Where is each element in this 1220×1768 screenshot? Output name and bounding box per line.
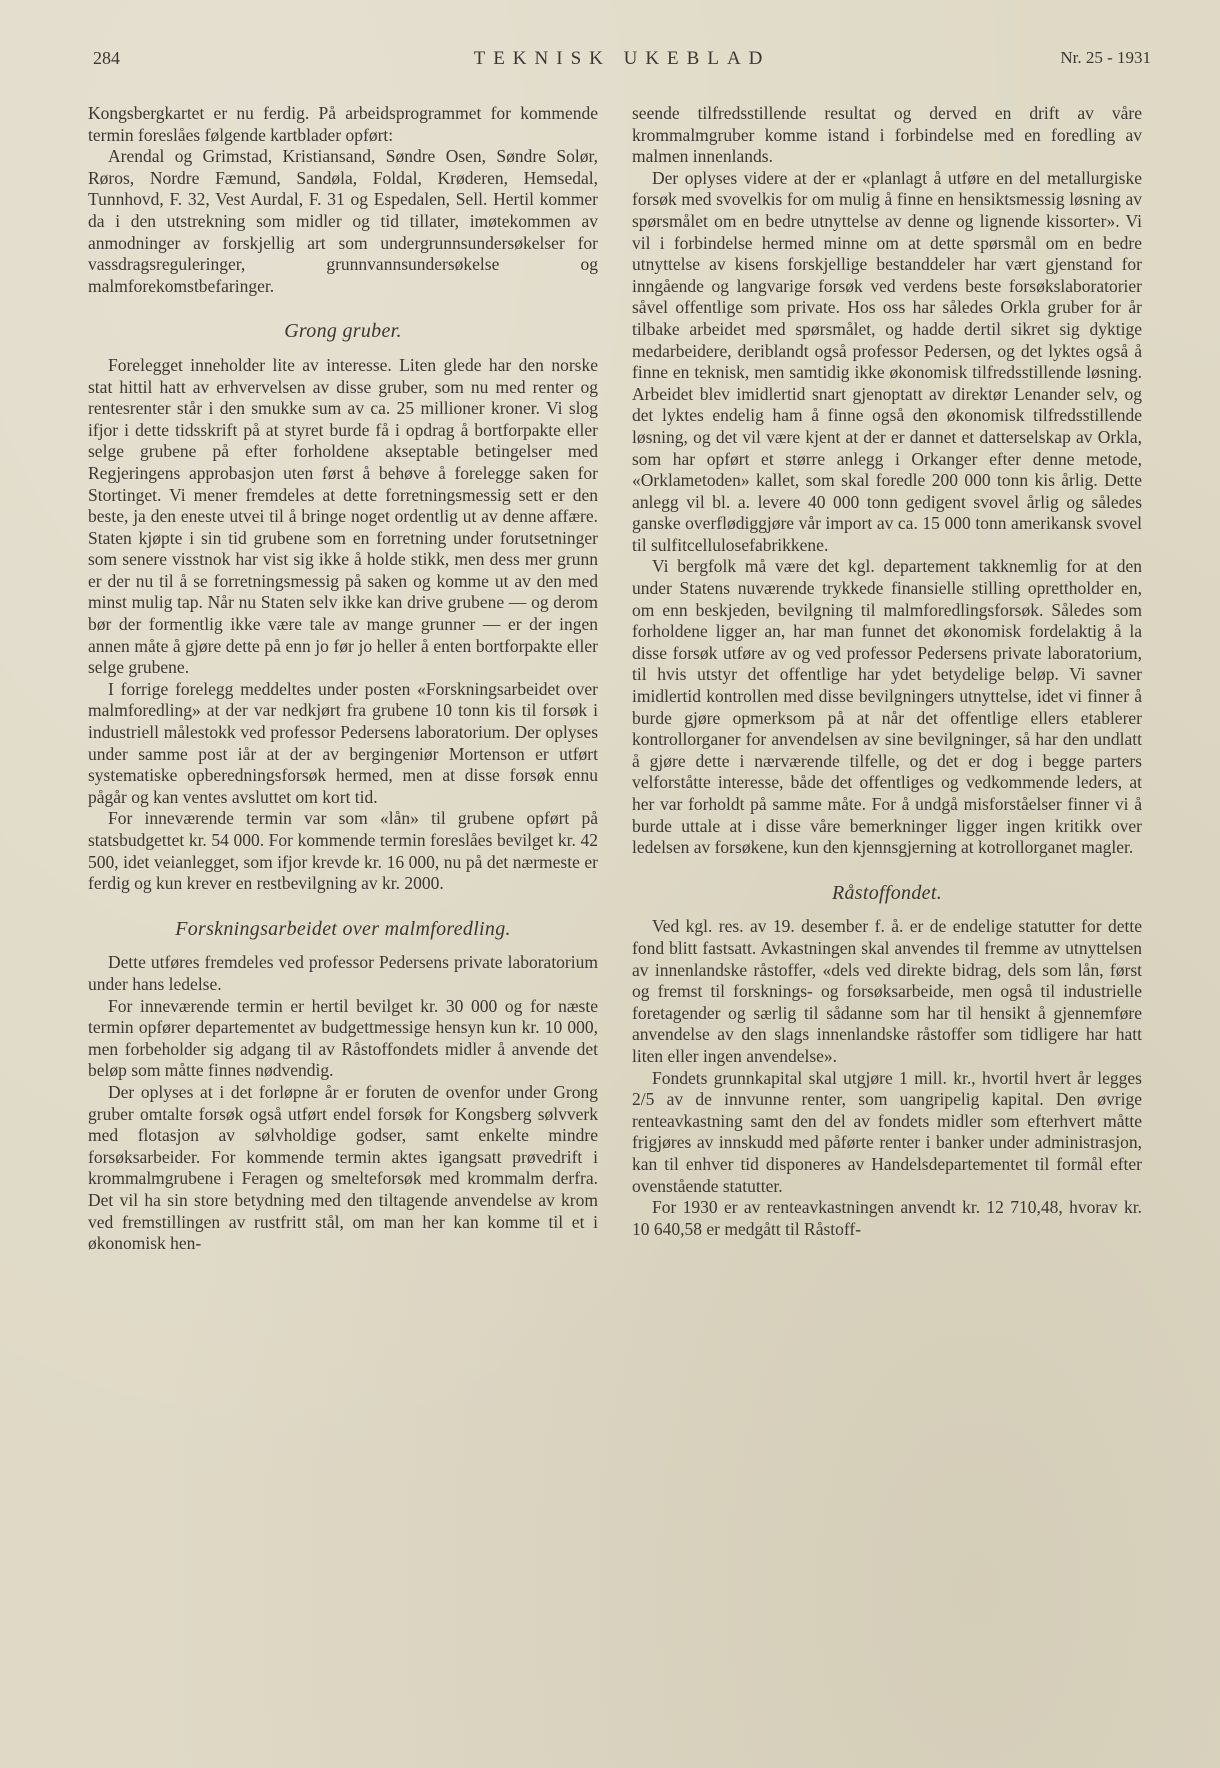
paragraph: Dette utføres fremdeles ved professor Pedersens private laboratorium under hans ledelse.	[88, 952, 598, 994]
paragraph: Fondets grunnkapital skal utgjøre 1 mill. kr., hvortil hvert år legges 2/5 av de innvunne renter, som uangripelig kapital. Den øvrige renteavkastning samt den del av fondets midler som efterhvert måtte frigjøres av innskudd med påførte renter i banker under administrasjon, kan til enhver tid disponeres av Handelsdepartementet til formål efter ovenstående statutter.	[632, 1067, 1142, 1196]
paragraph: I forrige forelegg meddeltes under posten «Forskningsarbeidet over malmforedling» at der var nedkjørt fra grubene 10 tonn kis til forsøk i industriell målestokk ved professor Pedersens laboratorium. Der oplyses under samme post iår at der av bergingeniør Mortenson er utført systematiske opberedningsforsøk hermed, men at disse forsøk ennu pågår og kan ventes avsluttet om kort tid.	[88, 678, 598, 807]
section-heading: Forskningsarbeidet over malmforedling.	[175, 917, 511, 940]
section-heading: Råstoffondet.	[831, 881, 942, 904]
paragraph: For inneværende termin er hertil bevilget kr. 30 000 og for næste termin opfører departementet av budgettmessige hensyn kun kr. 10 000, men forbeholder sig adgang til av Råstoffondets midler å anvende det beløp som måtte finnes nødvendig.	[88, 995, 598, 1081]
paragraph: seende tilfredsstillende resultat og derved en drift av våre krommalmgruber komme istand i forbindelse med en foredling av malmen innenlands.	[632, 103, 1142, 167]
right-column	[632, 103, 1142, 1240]
paragraph: Kongsbergkartet er nu ferdig. På arbeidsprogrammet for kommende termin foreslåes følgende kartblader opført:	[88, 103, 598, 145]
left-column	[88, 103, 598, 1255]
paragraph: Arendal og Grimstad, Kristiansand, Søndre Osen, Søndre Solør, Røros, Nordre Fæmund, Sandøla, Foldal, Krøderen, Hemsedal, Tunnhovd, F. 32, Vest Aurdal, F. 31 og Espedalen, Sell. Hertil kommer da i den utstrekning som midler og tid tillater, imøtekommen av anmodninger av forskjellig art som undergrunnsundersøkelser for vassdragsreguleringer, grunnvannsundersøkelse og malmforekomstbefaringer.	[88, 146, 598, 296]
paragraph: For 1930 er av renteavkastningen anvendt kr. 12 710,48, hvorav kr. 10 640,58 er medgått til Råstoff-	[632, 1197, 1142, 1239]
issue-label: Nr. 25 - 1931	[1060, 48, 1151, 67]
paragraph: For inneværende termin var som «lån» til grubene opført på statsbudgettet kr. 54 000. For kommende termin foreslåes bevilget kr. 42 500, idet veianlegget, som ifjor krevde kr. 16 000, nu på det nærmeste er ferdig og kun krever en restbevilgning av kr. 2000.	[88, 808, 598, 894]
paragraph: Der oplyses videre at der er «planlagt å utføre en del metallurgiske forsøk med svovelkis for om mulig å finne en hensiktsmessig løsning av spørsmålet om en bedre utnyttelse av denne og lignende kissorter». Vi vil i forbindelse hermed minne om at dette spørsmål om en bedre utnyttelse av kisens forskjellige bestanddeler har vært gjenstand for inngående og langvarige forsøk ved verdens beste forsøkslaboratorier såvel offentlige som private. Hos oss har således Orkla gruber for år tilbake arbeidet med spørsmålet, og hadde dertil sikret sig dyktige medarbeidere, deriblandt også professor Pedersen, og det lyktes også å finne en teknisk, men samtidig ikke økonomisk tilfredsstillende løsning. Arbeidet blev imidlertid snart gjenoptatt av direktør Lenander selv, og det lyktes endelig ham å finne også den økonomisk tilfredsstillende løsning, og det vil være kjent at der er dannet et datterselskap av Orkla, som har opført et større anlegg i Orkanger efter denne metode, «Orklametoden» kallet, som skal foredle 200 000 tonn kis årlig. Dette anlegg vil bl. a. levere 40 000 tonn gedigent svovel årlig og således ganske overflødiggjøre vår import av ca. 15 000 tonn amerikansk svovel til sulfitcellulosefabrikkene.	[632, 167, 1142, 555]
page-header	[93, 48, 1151, 78]
page-number: 284	[93, 48, 120, 68]
section-heading: Grong gruber.	[284, 320, 402, 343]
paragraph: Vi bergfolk må være det kgl. departement takknemlig for at den under Statens nuværende trykkede finansielle stilling oprettholder en, om enn beskjeden, bevilgning til malmforedlingsforsøk. Således som forholdene ligger an, har man funnet det økonomisk fordelaktig å la disse forsøk utføre av og ved professor Pedersens private laboratorium, til hvis utstyr det offentlige har ydet betydelige beløp. Vi savner imidlertid kontrollen med disse bevilgningers utnyttelse, idet vi finner å burde gjøre opmerksom på at når det offentlige ellers etablerer kontrollorganer for anvendelsen av sine bevilgninger, så har den undlatt å gjøre dette i nærværende tilfelle, og det er dog i begge parters velforståtte interesse, både det offentliges og vedkommende leders, at her var forholdt på samme måte. For å undgå misforståelser finner vi å burde uttale at i disse våre bemerkninger ligger ingen kritikk over ledelsen av forsøkene, kun den kjennsgjerning at kotrollorganet magler.	[632, 556, 1142, 858]
paragraph: Forelegget inneholder lite av interesse. Liten glede har den norske stat hittil hatt av erhvervelsen av disse gruber, som nu med renter og rentesrenter står i den smukke sum av ca. 25 millioner kroner. Vi slog ifjor i dette tidsskrift på at styret burde få i opdrag å bortforpakte eller selge grubene på efter forholdene akseptable betingelser med Regjeringens approbasjon uten først å behøve å forelegge saken for Stortinget. Vi mener fremdeles at dette forretningsmessig sett er den beste, ja den eneste utvei til å bringe noget ordentlig ut av denne affære. Staten kjøpte i sin tid grubene som en forretning under forutsetninger som senere visstnok har vist sig ikke å holde stikk, men dess mer grunn er der nu til å se forretningsmessig på saken og komme ut av den med minst mulig tap. Når nu Staten selv ikke kan drive grubene — og derom bør der formentlig ikke være tale av mange grunner — er der ingen annen måte å gjøre dette på enn jo før jo heller å enten bortforpakte eller selge grubene.	[88, 354, 598, 678]
journal-title: TEKNISK UKEBLAD	[473, 48, 771, 69]
paragraph: Ved kgl. res. av 19. desember f. å. er de endelige statutter for dette fond blitt fastsatt. Avkastningen skal anvendes til fremme av utnyttelsen av innenlandske råstoffer, «dels ved direkte bidrag, dels som lån, først og fremst til forsknings- og forsøksarbeide, men også til industrielle foretagender og særlig til sådanne som har til hensikt å gjennemføre anvendelse av den slags innenlandske råstoffer som tidligere har hatt liten eller ingen anvendelse».	[632, 916, 1142, 1066]
paragraph: Der oplyses at i det forløpne år er foruten de ovenfor under Grong gruber omtalte forsøk også utført endel forsøk for Kongsberg sølvverk med flotasjon av sølvholdige godser, samt enkelte mindre forsøksarbeider. For kommende termin aktes igangsatt prøvedrift i krommalmgrubene i Feragen og smelteforsøk med krommalm derfra. Det vil ha sin store betydning med den tiltagende anvendelse av krom ved fremstillingen av rustfritt stål, om man her kan komme til et i økonomisk hen-	[88, 1081, 598, 1254]
